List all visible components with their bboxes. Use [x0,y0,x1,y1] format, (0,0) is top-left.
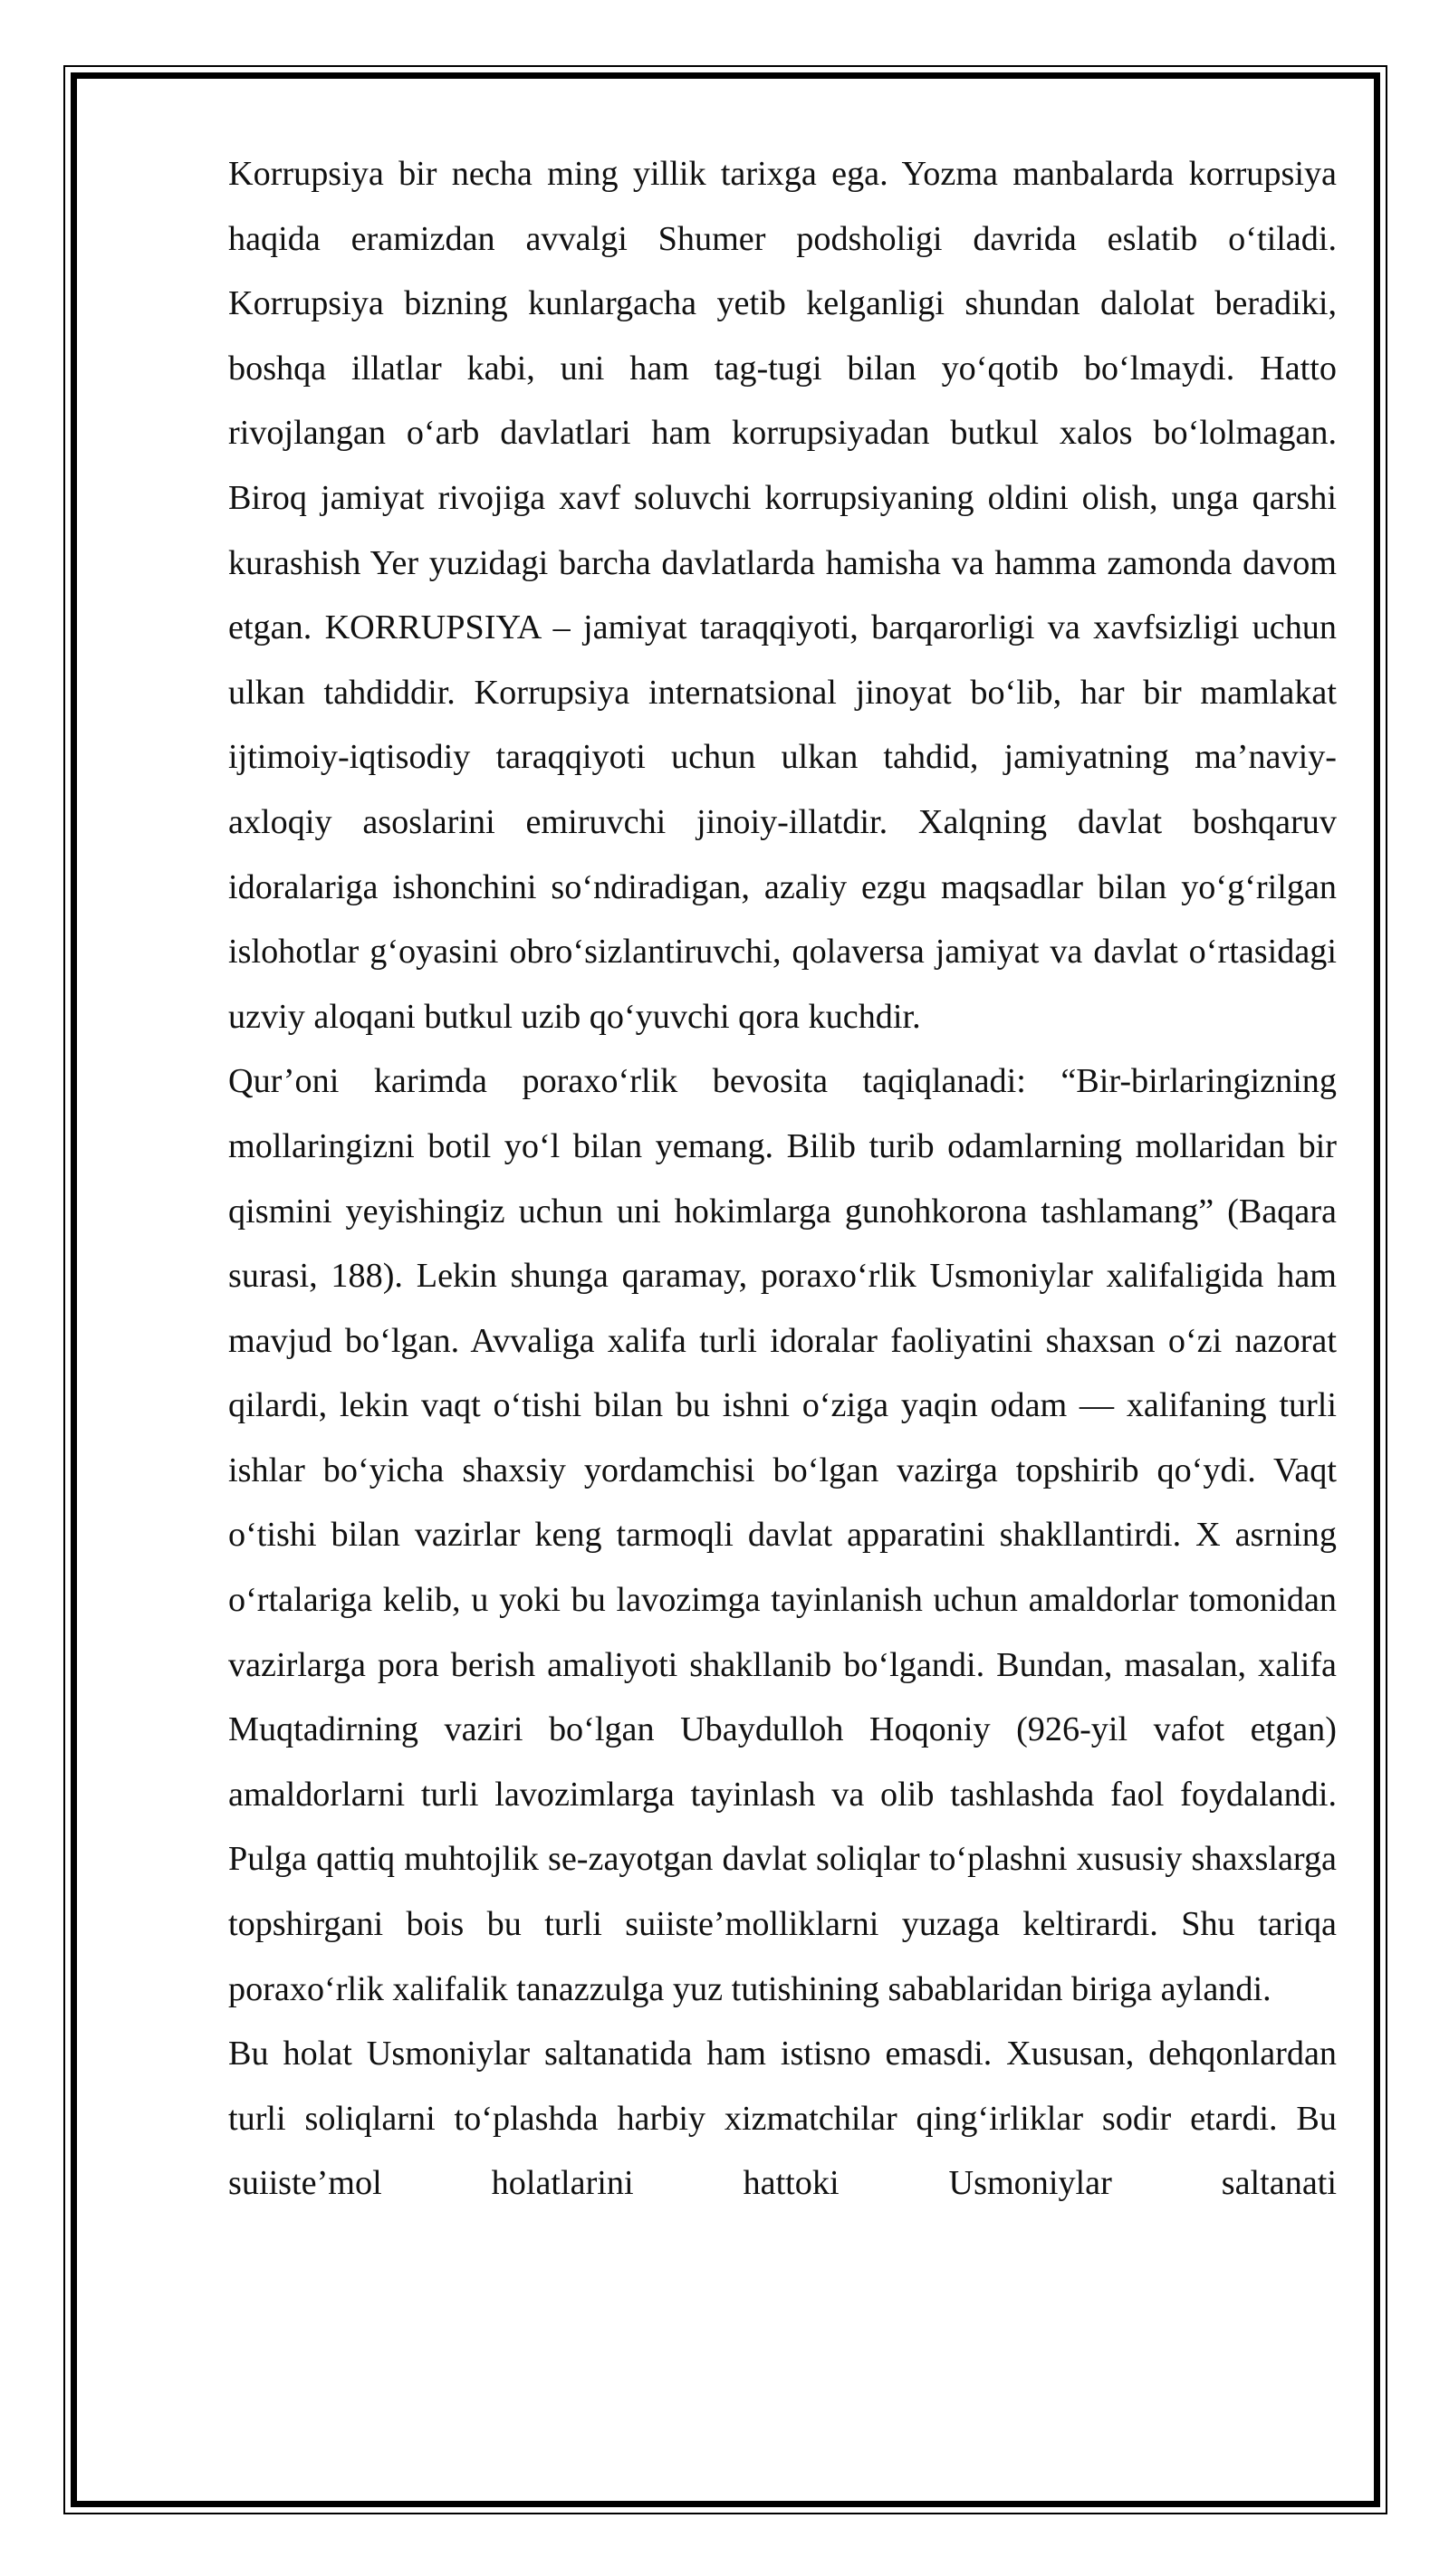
paragraph-korrupsiya-history: Korrupsiya bir necha ming yillik tarixga ega. Yozma manbalarda korrupsiya haqida eramizdan avvalgi Shumer podsholigi davrida eslatib o‘tiladi. Korrupsiya bizning kunlargacha yetib kelganligi shundan dalolat beradiki, boshqa illatlar kabi, uni ham tag-tugi bilan yo‘qotib bo‘lmaydi. Hatto rivojlangan o‘arb davlatlari ham korrupsiyadan butkul xalos bo‘lolmagan. Biroq jamiyat rivojiga xavf soluvchi korrupsiyaning oldini olish, unga qarshi kurashish Yer yuzidagi barcha davlatlarda hamisha va hamma zamonda davom etgan. KORRUPSIYA – jamiyat taraqqiyoti, barqarorligi va xavfsizligi uchun ulkan tahdiddir. Korrupsiya internatsional jinoyat bo‘lib, har bir mamlakat ijtimoiy-iqtisodiy taraqqiyoti uchun ulkan tahdid, jamiyatning ma’naviy-axloqiy asoslarini emiruvchi jinoiy-illatdir. Xalqning davlat boshqaruv idoralariga ishonchini so‘ndiradigan, azaliy ezgu maqsadlar bilan yo‘g‘rilgan islohotlar g‘oyasini obro‘sizlantiruvchi, qolaversa jamiyat va davlat o‘rtasidagi uzviy aloqani butkul uzib qo‘yuvchi qora kuchdir. [228,155,1337,1036]
document-body [228,142,1337,2217]
paragraph-ottoman-empire: Bu holat Usmoniylar saltanatida ham istisno emasdi. Xususan, dehqonlardan turli soliqlarni to‘plashda harbiy xizmatchilar qing‘irliklar sodir etardi. Bu suiiste’mol holatlarini hattoki Usmoniylar saltanati [228,2035,1337,2203]
paragraph-quran-bribery: Qur’oni karimda poraxo‘rlik bevosita taqiqlanadi: “Bir-birlaringizning mollaringizni botil yo‘l bilan yemang. Bilib turib odamlarning mollaridan bir qismini yeyishingiz uchun uni hokimlarga gunohkorona tashlamang” (Baqara surasi, 188). Lekin shunga qaramay, poraxo‘rlik Usmoniylar xalifaligida ham mavjud bo‘lgan. Avvaliga xalifa turli idoralar faoliyatini shaxsan o‘zi nazorat qilardi, lekin vaqt o‘tishi bilan bu ishni o‘ziga yaqin odam — xalifaning turli ishlar bo‘yicha shaxsiy yordamchisi bo‘lgan vazirga topshirib qo‘ydi. Vaqt o‘tishi bilan vazirlar keng tarmoqli davlat apparatini shakllantirdi. X asrning o‘rtalariga kelib, u yoki bu lavozimga tayinlanish uchun amaldorlar tomonidan vazirlarga pora berish amaliyoti shakllanib bo‘lgandi. Bundan, masalan, xalifa Muqtadirning vaziri bo‘lgan Ubaydulloh Hoqoniy (926-yil vafot etgan) amaldorlarni turli lavozimlarga tayinlash va olib tashlashda faol foydalandi. Pulga qattiq muhtojlik se-zayotgan davlat soliqlar to‘plashni xususiy shaxslarga topshirgani bois bu turli suiiste’molliklarni yuzaga keltirardi. Shu tariqa poraxo‘rlik xalifalik tanazzulga yuz tutishining sabablaridan biriga aylandi. [228,1062,1337,2008]
